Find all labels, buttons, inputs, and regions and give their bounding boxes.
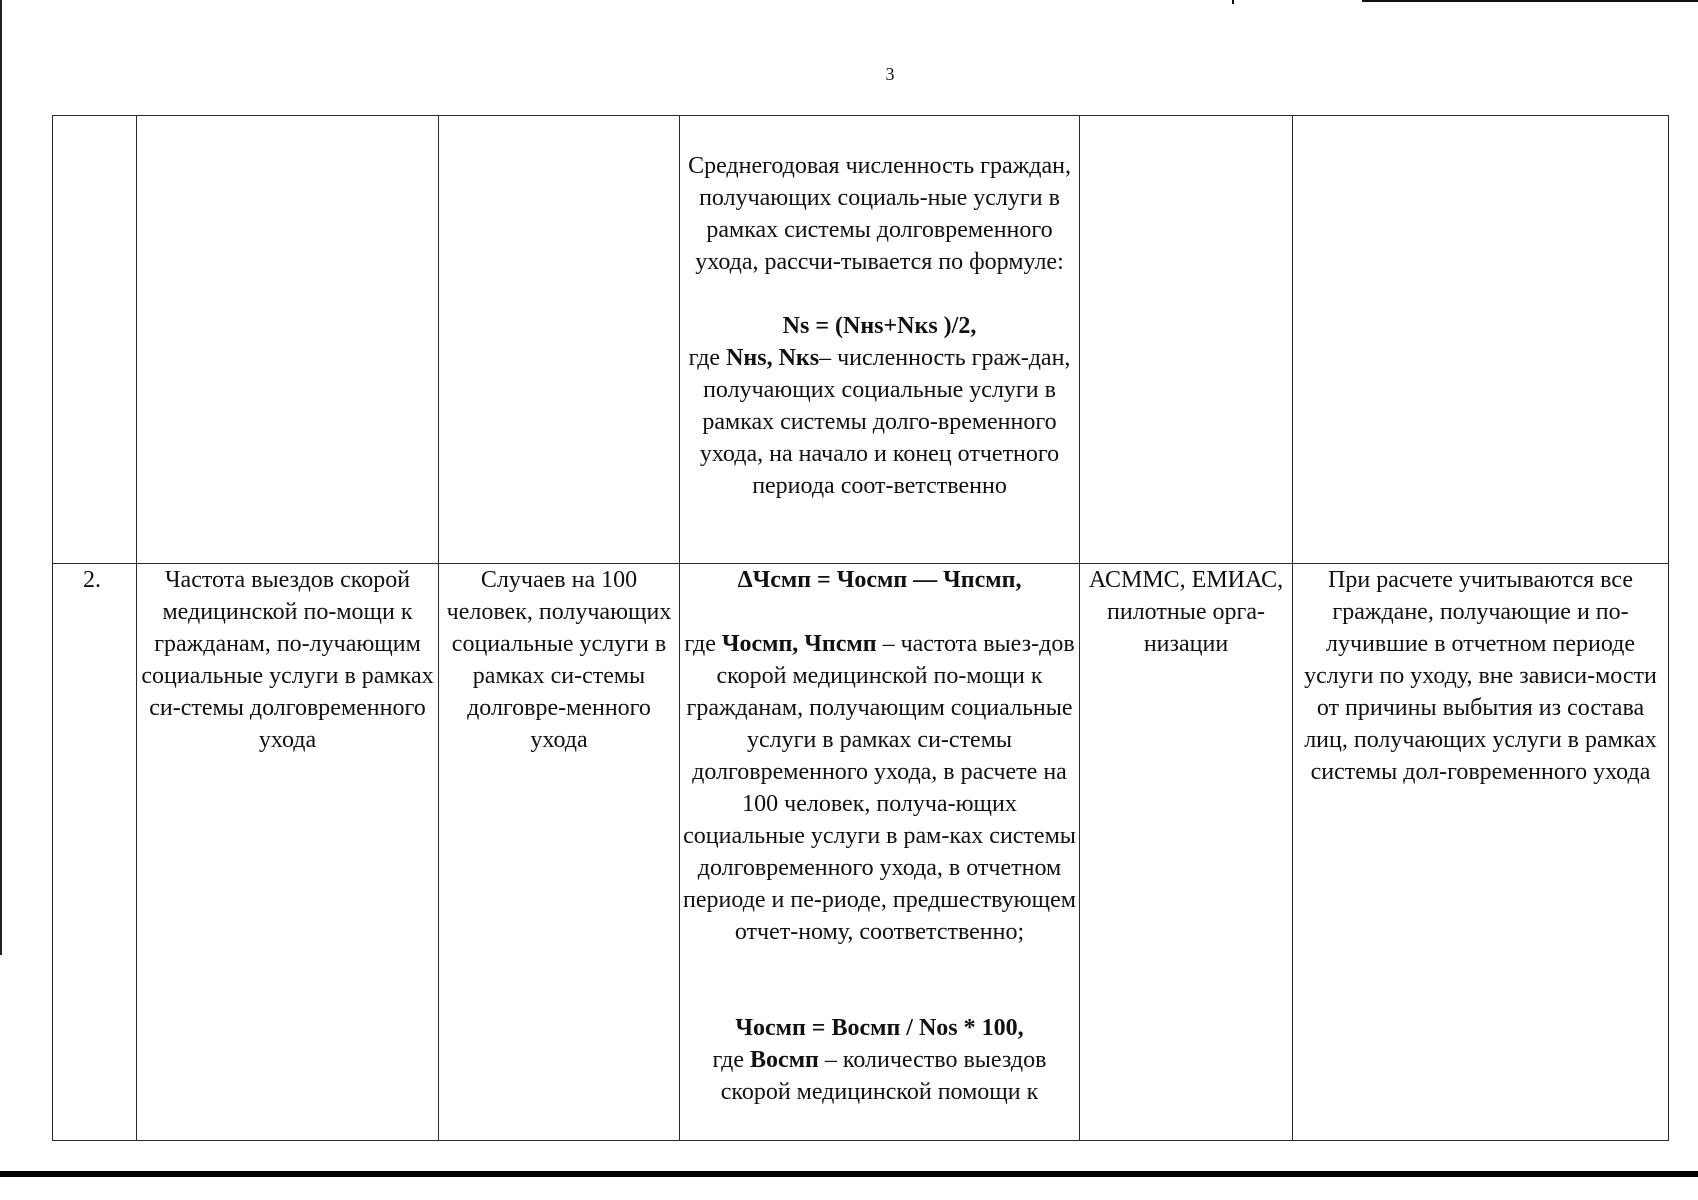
table-row [53,116,1669,564]
indicator-name-cell [137,116,439,564]
number-cell [53,116,137,564]
unit-of-measure: Случаев на 100 человек, получающих социальные услуги в рамках си-стемы долговре-менного ухода [439,564,680,1141]
indicators-table [52,115,1669,1141]
scan-top-rule [1362,0,1698,2]
table-row [53,564,1669,1141]
row-number: 2. [53,564,137,1141]
average-formula: Ns = (Nнs+Nкs )/2, [782,313,977,339]
average-formula-explanation: где Nнs, Nкs– численность граж-дан, получающих социальные услуги в рамках системы долго-временного ухода, на начало и конец отчетного периода соот-ветственно [688,345,1071,499]
unit-cell [439,116,680,564]
note-cell [1293,116,1669,564]
data-source: АСММС, ЕМИАС, пилотные орга-низации [1080,564,1293,1141]
calculation-method-cell [680,116,1080,564]
source-cell [1080,116,1293,564]
rate-formula-explanation: где Восмп – количество выездов скорой медицинской помощи к [712,1047,1047,1105]
calculation-method-cell [680,564,1080,1141]
indicator-name: Частота выездов скорой медицинской по-мощи к гражданам, по-лучающим социальные услуги в рамках си-стемы долговременного ухода [137,564,439,1141]
calculation-note: При расчете учитываются все граждане, получающие и по-лучившие в отчетном периоде услуги по уходу, вне зависи-мости от причины выбытия из состава лиц, получающих услуги в рамках системы дол-говременного ухода [1293,564,1669,1141]
rate-formula: Чосмп = Восмп / Nоs * 100, [735,1015,1024,1041]
scan-top-tick [1232,0,1234,4]
scan-left-edge [0,0,2,955]
page-number: 3 [885,64,895,84]
delta-formula: ΔЧсмп = Чосмп — Чпсмп, [737,567,1022,593]
method-intro-text: Среднегодовая численность граждан, получающих социаль-ные услуги в рамках системы долговременного ухода, рассчи-тывается по формуле: [688,153,1071,275]
scan-bottom-rule [0,1171,1698,1177]
delta-formula-explanation: где Чосмп, Чпсмп – частота выез-дов скорой медицинской по-мощи к гражданам, получающим социальные услуги в рамках си-стемы долговременного ухода, в расчете на 100 человек, получа-ющих социальные услуги в рам-ках системы долговременного ухода, в отчетном периоде и пе-риоде, предшествующем отчет-ному, соответственно; [683,631,1076,945]
